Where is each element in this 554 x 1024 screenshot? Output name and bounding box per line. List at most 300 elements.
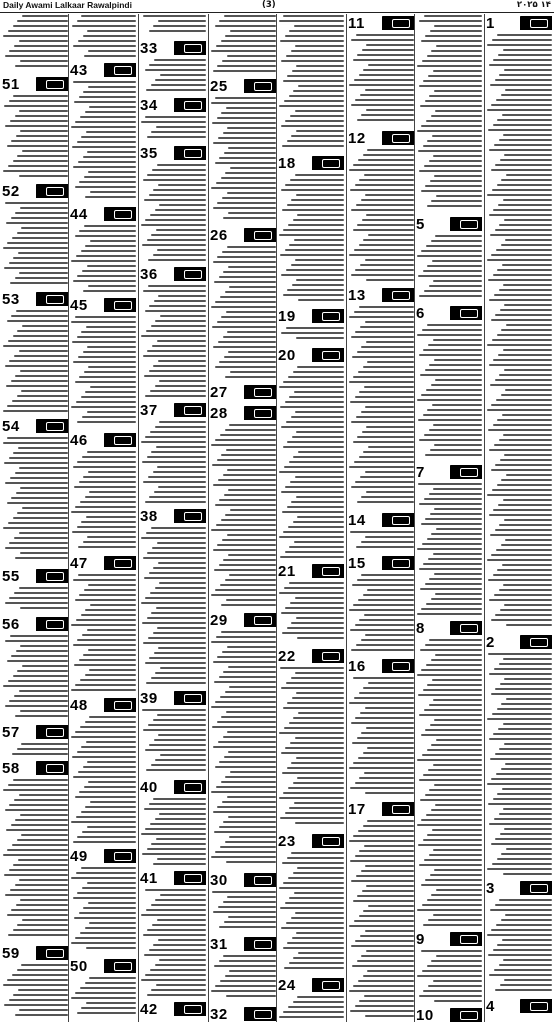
notice-banner-icon — [322, 981, 340, 990]
notice-number: 9 — [416, 931, 450, 948]
notice-text-block — [348, 574, 414, 656]
notice-banner-bar — [32, 946, 68, 960]
notice-banner-icon — [184, 694, 202, 703]
notice-text-block — [278, 852, 344, 975]
notice-number-badge — [278, 308, 344, 325]
notice-number-badge — [140, 40, 206, 57]
notice-banner-bar — [378, 131, 414, 145]
notice-banner-icon — [392, 805, 410, 814]
notice-number-badge — [2, 568, 68, 585]
notice-banner-bar — [240, 385, 276, 399]
notice-number-badge — [70, 697, 136, 714]
page-number: (3) — [262, 0, 276, 10]
notice-banner-bar — [32, 184, 68, 198]
notice-banner-icon — [322, 351, 340, 360]
notice-banner-bar — [378, 802, 414, 816]
notice-banner-icon — [114, 701, 132, 710]
notice-banner-bar — [170, 98, 206, 112]
notice-number: 34 — [140, 97, 174, 114]
notice-text-block — [348, 531, 414, 553]
notice-banner-bar — [308, 649, 344, 663]
notice-banner-icon — [46, 949, 64, 958]
notice-banner-bar — [32, 77, 68, 91]
notice-banner-icon — [114, 301, 132, 310]
notice-text-block — [140, 15, 206, 38]
notice-number: 51 — [2, 76, 36, 93]
notice-text-block — [416, 324, 482, 462]
notice-banner-icon — [254, 940, 272, 949]
notice-banner-bar — [170, 509, 206, 523]
notice-banner-icon — [254, 616, 272, 625]
page-dateline: ۱۴ ۲۰۲۵ — [516, 0, 551, 10]
notice-text-block — [210, 631, 276, 870]
notice-text-block — [140, 164, 206, 264]
notice-number-badge — [2, 945, 68, 962]
column-rule — [276, 14, 277, 1022]
notice-number: 38 — [140, 508, 174, 525]
notice-banner-bar — [308, 156, 344, 170]
notice-banner-bar — [446, 217, 482, 231]
notice-number: 30 — [210, 872, 244, 889]
notice-banner-icon — [254, 388, 272, 397]
notice-banner-icon — [460, 935, 478, 944]
notice-banner-bar — [516, 999, 552, 1013]
notice-number: 20 — [278, 347, 312, 364]
notice-banner-bar — [170, 267, 206, 281]
notice-text-block — [486, 899, 552, 996]
column-rule — [68, 14, 69, 1022]
notice-text-block — [140, 59, 206, 95]
notice-banner-bar — [100, 959, 136, 973]
notice-banner-icon — [114, 852, 132, 861]
notice-number-badge — [416, 620, 482, 637]
notice-number-badge — [416, 305, 482, 322]
notice-number-badge — [348, 801, 414, 818]
notice-text-block — [2, 310, 68, 416]
notice-banner-bar — [240, 79, 276, 93]
notice-text-block — [348, 677, 414, 799]
notice-banner-icon — [392, 19, 410, 28]
notice-banner-icon — [46, 422, 64, 431]
notice-number-badge — [70, 62, 136, 79]
notice-banner-bar — [240, 406, 276, 420]
notice-number-badge — [2, 616, 68, 633]
notice-text-block — [70, 225, 136, 295]
notice-number: 54 — [2, 418, 36, 435]
notice-text-block — [70, 15, 136, 60]
notice-number: 5 — [416, 216, 450, 233]
notice-number: 55 — [2, 568, 36, 585]
notice-banner-icon — [46, 187, 64, 196]
notice-banner-bar — [446, 306, 482, 320]
notice-number-badge — [70, 206, 136, 223]
notice-banner-bar — [378, 16, 414, 30]
notice-number: 37 — [140, 402, 174, 419]
notice-banner-bar — [170, 403, 206, 417]
notice-number: 11 — [348, 15, 382, 32]
notice-number-badge — [210, 78, 276, 95]
notice-banner-bar — [378, 513, 414, 527]
notice-banner-bar — [170, 146, 206, 160]
notice-number-badge — [278, 347, 344, 364]
notice-text-block — [486, 1017, 552, 1021]
notice-number-badge — [210, 1006, 276, 1023]
notice-banner-icon — [46, 572, 64, 581]
notice-text-block — [348, 149, 414, 285]
notice-text-block — [278, 582, 344, 646]
notice-number-badge — [210, 227, 276, 244]
notice-number: 31 — [210, 936, 244, 953]
notice-number-badge — [140, 145, 206, 162]
notice-banner-bar — [308, 309, 344, 323]
notice-number-badge — [348, 658, 414, 675]
notice-text-block — [2, 15, 68, 74]
notice-banner-icon — [114, 962, 132, 971]
notice-text-block — [210, 15, 276, 76]
notice-banner-bar — [240, 1007, 276, 1021]
notice-number-badge — [140, 97, 206, 114]
notice-text-block — [2, 779, 68, 943]
notice-text-block — [278, 327, 344, 345]
notice-banner-icon — [460, 624, 478, 633]
notice-number-badge — [348, 287, 414, 304]
notice-number: 12 — [348, 130, 382, 147]
notice-banner-icon — [530, 638, 548, 647]
notice-banner-icon — [184, 406, 202, 415]
notice-banner-bar — [32, 419, 68, 433]
notice-number-badge — [140, 1001, 206, 1018]
notice-banner-bar — [240, 937, 276, 951]
notice-number-badge — [416, 931, 482, 948]
notice-number: 26 — [210, 227, 244, 244]
notice-banner-icon — [184, 783, 202, 792]
notice-text-block — [2, 587, 68, 614]
notice-banner-bar — [516, 635, 552, 649]
notice-banner-bar — [100, 556, 136, 570]
notice-text-block — [486, 653, 552, 878]
notice-banner-bar — [308, 348, 344, 362]
notice-text-block — [278, 996, 344, 1021]
notice-banner-icon — [322, 159, 340, 168]
notice-number-badge — [140, 870, 206, 887]
notice-number-badge — [278, 648, 344, 665]
notice-number: 3 — [486, 880, 520, 897]
notice-number-badge — [70, 297, 136, 314]
notice-banner-bar — [446, 932, 482, 946]
notice-number-badge — [348, 130, 414, 147]
notice-text-block — [70, 977, 136, 1021]
notice-number: 50 — [70, 958, 104, 975]
column-rule — [414, 14, 415, 1022]
notice-text-block — [348, 306, 414, 510]
notice-text-block — [348, 34, 414, 128]
notice-number: 16 — [348, 658, 382, 675]
notice-banner-icon — [184, 1005, 202, 1014]
notice-number-badge — [2, 76, 68, 93]
notice-text-block — [486, 34, 552, 632]
notice-banner-bar — [446, 1008, 482, 1022]
notice-number-badge — [486, 998, 552, 1015]
notice-banner-bar — [516, 881, 552, 895]
notice-banner-bar — [170, 41, 206, 55]
notice-banner-icon — [46, 80, 64, 89]
notice-banner-bar — [308, 564, 344, 578]
notice-text-block — [70, 574, 136, 695]
notice-number-badge — [70, 555, 136, 572]
notice-banner-icon — [254, 876, 272, 885]
notice-text-block — [140, 527, 206, 688]
notice-text-block — [210, 97, 276, 225]
notice-banner-icon — [530, 19, 548, 28]
notice-banner-icon — [184, 874, 202, 883]
notice-number: 24 — [278, 977, 312, 994]
notice-text-block — [2, 743, 68, 758]
notice-text-block — [70, 867, 136, 956]
notice-number: 27 — [210, 384, 244, 401]
notice-number: 15 — [348, 555, 382, 572]
notice-text-block — [416, 15, 482, 214]
column-rule — [208, 14, 209, 1022]
notice-number: 17 — [348, 801, 382, 818]
notice-number: 59 — [2, 945, 36, 962]
notice-number-badge — [278, 833, 344, 850]
notice-banner-icon — [322, 652, 340, 661]
notice-banner-icon — [460, 468, 478, 477]
notice-banner-icon — [184, 512, 202, 521]
column-rule — [346, 14, 347, 1022]
notice-number-badge — [486, 880, 552, 897]
notice-banner-bar — [170, 780, 206, 794]
notice-banner-bar — [100, 433, 136, 447]
notice-banner-icon — [392, 134, 410, 143]
notice-number-badge — [210, 872, 276, 889]
column-rule — [484, 14, 485, 1022]
notice-text-block — [416, 639, 482, 929]
notice-number-badge — [140, 402, 206, 419]
notice-banner-icon — [392, 516, 410, 525]
notice-number: 41 — [140, 870, 174, 887]
notice-number: 29 — [210, 612, 244, 629]
notice-number: 21 — [278, 563, 312, 580]
notice-banner-bar — [32, 292, 68, 306]
notice-number-badge — [486, 634, 552, 651]
notice-number-badge — [348, 15, 414, 32]
notice-text-block — [70, 316, 136, 430]
notice-number: 58 — [2, 760, 36, 777]
notice-text-block — [278, 366, 344, 561]
notice-banner-icon — [184, 149, 202, 158]
notice-number-badge — [210, 405, 276, 422]
notice-number: 22 — [278, 648, 312, 665]
notice-banner-bar — [170, 1002, 206, 1016]
notice-number-badge — [278, 563, 344, 580]
notice-number: 2 — [486, 634, 520, 651]
notice-number-badge — [210, 384, 276, 401]
notice-number-badge — [2, 760, 68, 777]
notice-banner-bar — [446, 465, 482, 479]
notice-banner-bar — [516, 16, 552, 30]
notice-banner-bar — [378, 556, 414, 570]
notice-number: 49 — [70, 848, 104, 865]
notice-text-block — [140, 889, 206, 999]
notice-text-block — [416, 235, 482, 303]
notice-number-badge — [348, 555, 414, 572]
notice-number: 43 — [70, 62, 104, 79]
notice-number: 53 — [2, 291, 36, 308]
notice-text-block — [2, 202, 68, 289]
notice-number: 7 — [416, 464, 450, 481]
notice-text-block — [140, 285, 206, 400]
notice-number-badge — [140, 779, 206, 796]
notice-text-block — [2, 95, 68, 181]
notice-number-badge — [416, 216, 482, 233]
notice-banner-bar — [446, 621, 482, 635]
notice-number: 46 — [70, 432, 104, 449]
notice-text-block — [210, 955, 276, 1004]
notice-banner-bar — [170, 871, 206, 885]
notice-banner-icon — [460, 309, 478, 318]
notice-number: 18 — [278, 155, 312, 172]
notice-banner-icon — [46, 728, 64, 737]
notice-banner-icon — [460, 220, 478, 229]
notice-text-block — [210, 891, 276, 934]
notice-banner-icon — [322, 567, 340, 576]
notice-text-block — [2, 635, 68, 722]
notice-number-badge — [348, 512, 414, 529]
notice-banner-bar — [308, 834, 344, 848]
notice-number: 8 — [416, 620, 450, 637]
notice-banner-icon — [322, 312, 340, 321]
notice-number: 14 — [348, 512, 382, 529]
notice-number-badge — [70, 848, 136, 865]
notice-text-block — [278, 174, 344, 306]
notice-number: 57 — [2, 724, 36, 741]
notice-banner-icon — [254, 231, 272, 240]
notice-banner-icon — [114, 559, 132, 568]
notice-number: 33 — [140, 40, 174, 57]
notice-banner-bar — [32, 617, 68, 631]
notice-banner-bar — [378, 288, 414, 302]
notice-banner-icon — [46, 295, 64, 304]
notice-text-block — [210, 424, 276, 610]
notice-banner-bar — [240, 228, 276, 242]
notice-banner-bar — [378, 659, 414, 673]
notice-banner-icon — [254, 1010, 272, 1019]
notice-number: 10 — [416, 1007, 450, 1024]
notice-text-block — [2, 437, 68, 566]
notice-banner-icon — [46, 764, 64, 773]
notice-banner-bar — [100, 849, 136, 863]
notice-banner-icon — [392, 291, 410, 300]
notice-number-badge — [70, 432, 136, 449]
notice-number: 45 — [70, 297, 104, 314]
notice-number: 35 — [140, 145, 174, 162]
notice-banner-bar — [240, 613, 276, 627]
newspaper-title: Daily Awami Lalkaar Rawalpindi — [3, 0, 132, 10]
notice-number-badge — [140, 266, 206, 283]
notice-text-block — [2, 964, 68, 1021]
notice-number: 1 — [486, 15, 520, 32]
notice-banner-bar — [170, 691, 206, 705]
notice-text-block — [416, 950, 482, 1005]
notice-banner-bar — [240, 873, 276, 887]
notice-number: 23 — [278, 833, 312, 850]
notice-text-block — [278, 667, 344, 831]
notice-banner-bar — [100, 207, 136, 221]
notice-number: 42 — [140, 1001, 174, 1018]
notice-number: 32 — [210, 1006, 244, 1023]
notice-text-block — [416, 483, 482, 618]
notice-number: 44 — [70, 206, 104, 223]
notice-text-block — [348, 820, 414, 1021]
notice-banner-icon — [114, 66, 132, 75]
notice-text-block — [70, 451, 136, 553]
notice-number: 56 — [2, 616, 36, 633]
notice-number-badge — [210, 612, 276, 629]
notice-banner-bar — [32, 569, 68, 583]
notice-banner-bar — [100, 298, 136, 312]
notice-number: 52 — [2, 183, 36, 200]
notice-banner-icon — [322, 837, 340, 846]
notice-banner-icon — [114, 436, 132, 445]
notice-text-block — [70, 81, 136, 204]
notice-number-badge — [140, 690, 206, 707]
notice-banner-icon — [46, 620, 64, 629]
notice-text-block — [210, 246, 276, 382]
notice-number: 4 — [486, 998, 520, 1015]
notice-text-block — [140, 798, 206, 868]
notice-number: 25 — [210, 78, 244, 95]
notice-number: 13 — [348, 287, 382, 304]
notice-number-badge — [278, 977, 344, 994]
notice-text-block — [70, 716, 136, 846]
notice-banner-icon — [184, 270, 202, 279]
notice-number-badge — [278, 155, 344, 172]
notice-banner-icon — [184, 101, 202, 110]
notice-banner-icon — [254, 409, 272, 418]
notice-number-badge — [416, 1007, 482, 1024]
notice-number: 6 — [416, 305, 450, 322]
notice-banner-icon — [392, 662, 410, 671]
notice-number: 28 — [210, 405, 244, 422]
notice-banner-icon — [460, 1011, 478, 1020]
notice-number-badge — [2, 418, 68, 435]
notice-number-badge — [70, 958, 136, 975]
notice-banner-bar — [308, 978, 344, 992]
notice-number-badge — [486, 15, 552, 32]
notice-number-badge — [210, 936, 276, 953]
notice-banner-bar — [32, 725, 68, 739]
notice-banner-icon — [530, 884, 548, 893]
notice-number: 36 — [140, 266, 174, 283]
notice-banner-icon — [254, 82, 272, 91]
notice-banner-icon — [184, 44, 202, 53]
notice-number-badge — [2, 183, 68, 200]
notice-number-badge — [2, 724, 68, 741]
notice-banner-icon — [114, 210, 132, 219]
notice-number-badge — [140, 508, 206, 525]
notice-banner-bar — [100, 698, 136, 712]
notice-text-block — [140, 116, 206, 143]
notice-number: 40 — [140, 779, 174, 796]
notice-number: 19 — [278, 308, 312, 325]
notice-text-block — [140, 709, 206, 777]
notice-banner-bar — [100, 63, 136, 77]
notice-banner-icon — [530, 1002, 548, 1011]
column-rule — [138, 14, 139, 1022]
notice-banner-icon — [392, 559, 410, 568]
notice-number-badge — [416, 464, 482, 481]
